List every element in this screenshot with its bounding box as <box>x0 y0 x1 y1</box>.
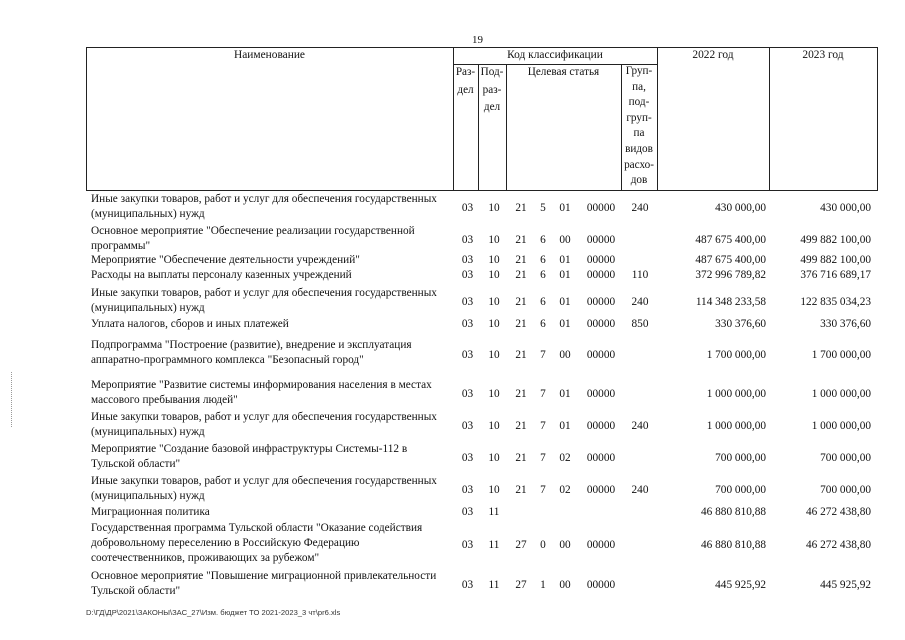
cell-vr: 240 <box>631 296 649 308</box>
header-subsection-line: Под- <box>480 66 504 78</box>
file-path-footer: D:\ГД\ДР\2021\ЗАКОНЫ\ЗАС_27\Изм. бюджет ТО 2021-2023_3 чт\pr6.xls <box>86 608 341 617</box>
table-row <box>0 338 905 370</box>
row-name: Миграционная политика <box>91 506 210 518</box>
cell-t3: 01 <box>559 269 571 281</box>
header-group-line: под- <box>628 96 650 109</box>
cell-t1: 21 <box>515 484 527 496</box>
cell-rz: 03 <box>461 388 474 400</box>
cell-v22: 114 348 233,58 <box>695 296 766 308</box>
cell-t1: 27 <box>515 539 527 551</box>
cell-v23: 700 000,00 <box>820 484 871 496</box>
cell-v22: 487 675 400,00 <box>695 234 766 246</box>
cell-t1: 21 <box>515 318 527 330</box>
cell-vr: 240 <box>631 202 649 214</box>
row-name: Расходы на выплаты персоналу казенных учреждений <box>91 269 352 281</box>
cell-t2: 6 <box>540 234 546 246</box>
header-group-line: груп- <box>626 111 652 124</box>
cell-v23: 122 835 034,23 <box>800 296 871 308</box>
cell-vr: 850 <box>631 318 649 330</box>
cell-t1: 21 <box>515 296 527 308</box>
cell-pr: 11 <box>488 579 500 591</box>
cell-t3: 01 <box>559 202 571 214</box>
cell-rz: 03 <box>461 254 474 266</box>
cell-t2: 1 <box>540 579 546 591</box>
cell-t2: 7 <box>540 388 546 400</box>
cell-t2: 6 <box>540 254 546 266</box>
cell-t1: 21 <box>515 349 527 361</box>
cell-t4: 00000 <box>586 388 616 400</box>
row-name: Мероприятие "Развитие системы информирования населения в местах массового пребывания людей" <box>91 379 432 406</box>
cell-t2: 6 <box>540 296 546 308</box>
cell-v23: 376 716 689,17 <box>800 269 871 281</box>
header-group-line: видов <box>625 142 653 155</box>
cell-t4: 00000 <box>586 269 616 281</box>
cell-t1: 21 <box>515 234 527 246</box>
cell-t4: 00000 <box>586 296 616 308</box>
cell-pr: 10 <box>488 420 500 432</box>
header-group-line: па <box>633 127 645 140</box>
cell-t1: 21 <box>515 388 527 400</box>
cell-rz: 03 <box>461 296 474 308</box>
cell-vr: 110 <box>631 269 649 281</box>
cell-t1: 21 <box>515 452 527 464</box>
table-row <box>0 410 905 440</box>
cell-rz: 03 <box>461 269 474 281</box>
cell-t4: 00000 <box>586 484 616 496</box>
cell-rz: 03 <box>461 506 474 518</box>
table-row <box>0 442 905 472</box>
cell-v23: 700 000,00 <box>820 452 871 464</box>
cell-rz: 03 <box>461 484 474 496</box>
cell-t3: 00 <box>559 539 571 551</box>
cell-t3: 01 <box>559 296 571 308</box>
cell-pr: 10 <box>488 269 500 281</box>
cell-v23: 499 882 100,00 <box>800 234 871 246</box>
row-name: Подпрограмма "Построение (развитие), внедрение и эксплуатация аппаратно-программного комплекса "Безопасный город" <box>91 339 412 366</box>
cell-t3: 01 <box>559 254 571 266</box>
cell-pr: 10 <box>488 202 500 214</box>
table-row <box>0 505 905 520</box>
table-row <box>0 378 905 408</box>
cell-rz: 03 <box>461 579 474 591</box>
cell-pr: 10 <box>488 452 500 464</box>
table-row <box>0 192 905 222</box>
table-row <box>0 286 905 316</box>
table-row <box>0 253 905 268</box>
cell-t2: 7 <box>540 349 546 361</box>
table-row <box>0 317 905 332</box>
header-section-line: дел <box>457 83 474 96</box>
cell-t4: 00000 <box>586 202 616 214</box>
cell-t2: 0 <box>540 539 546 551</box>
cell-t4: 00000 <box>586 254 616 266</box>
header-subsection-line: дел <box>483 101 501 113</box>
cell-pr: 10 <box>488 388 500 400</box>
row-name: Иные закупки товаров, работ и услуг для обеспечения государственных (муниципальных) нужд <box>91 475 437 502</box>
cell-t4: 00000 <box>586 349 616 361</box>
header-2023: 2023 год <box>802 49 844 61</box>
cell-v23: 1 000 000,00 <box>811 388 871 400</box>
cell-v22: 700 000,00 <box>715 484 766 496</box>
table-row <box>0 521 905 567</box>
row-name: Мероприятие "Создание базовой инфраструктуры Системы-112 в Тульской области" <box>91 443 408 470</box>
header-section-line: Раз- <box>455 66 476 78</box>
cell-t2: 5 <box>540 202 546 214</box>
header-group-line: расхо- <box>624 158 654 171</box>
cell-rz: 03 <box>461 318 474 330</box>
margin-dots <box>11 372 14 427</box>
cell-v22: 1 700 000,00 <box>706 349 766 361</box>
cell-rz: 03 <box>461 349 474 361</box>
table-row <box>0 268 905 283</box>
cell-t3: 00 <box>559 579 571 591</box>
cell-t1: 21 <box>515 269 527 281</box>
cell-v23: 330 376,60 <box>820 318 871 330</box>
header-2022: 2022 год <box>692 49 734 61</box>
cell-t4: 00000 <box>586 452 616 464</box>
cell-v22: 1 000 000,00 <box>706 388 766 400</box>
cell-rz: 03 <box>461 452 474 464</box>
row-name: Государственная программа Тульской области "Оказание содействия добровольному переселению в Российскую Федерацию соотечественников, проживающих за рубежом" <box>91 522 423 564</box>
cell-v22: 1 000 000,00 <box>706 420 766 432</box>
header-group-line: дов <box>630 174 648 187</box>
cell-pr: 10 <box>488 296 500 308</box>
row-name: Основное мероприятие "Повышение миграционной привлекательности Тульской области" <box>91 570 437 597</box>
cell-v23: 499 882 100,00 <box>800 254 871 266</box>
header-subsection-line: раз- <box>482 83 502 96</box>
cell-rz: 03 <box>461 539 474 551</box>
cell-v23: 445 925,92 <box>820 579 871 591</box>
row-name: Мероприятие "Обеспечение деятельности учреждений" <box>91 254 360 266</box>
table-row <box>0 569 905 599</box>
cell-t3: 01 <box>559 388 571 400</box>
cell-rz: 03 <box>461 234 474 246</box>
cell-t4: 00000 <box>586 318 616 330</box>
cell-v22: 430 000,00 <box>715 202 766 214</box>
header-target: Целевая статья <box>527 66 600 78</box>
cell-pr: 11 <box>488 506 500 518</box>
header-name: Наименование <box>234 49 305 61</box>
row-name: Иные закупки товаров, работ и услуг для обеспечения государственных (муниципальных) нужд <box>91 411 437 438</box>
cell-v22: 372 996 789,82 <box>695 269 766 281</box>
cell-v23: 1 700 000,00 <box>811 349 871 361</box>
cell-t2: 7 <box>540 484 546 496</box>
table-row <box>0 474 905 504</box>
page-number: 19 <box>472 34 483 46</box>
cell-t1: 27 <box>515 579 527 591</box>
cell-v22: 487 675 400,00 <box>695 254 766 266</box>
cell-t3: 02 <box>559 484 571 496</box>
cell-pr: 10 <box>488 254 500 266</box>
cell-t3: 01 <box>559 420 571 432</box>
cell-pr: 10 <box>488 484 500 496</box>
cell-t3: 00 <box>559 349 571 361</box>
cell-t3: 02 <box>559 452 571 464</box>
cell-v22: 46 880 810,88 <box>701 506 766 518</box>
row-name: Иные закупки товаров, работ и услуг для обеспечения государственных (муниципальных) нужд <box>91 287 437 314</box>
cell-pr: 11 <box>488 539 500 551</box>
header-group-line: па, <box>632 80 646 93</box>
cell-t2: 6 <box>540 318 546 330</box>
row-name: Основное мероприятие "Обеспечение реализации государственной программы" <box>91 225 415 252</box>
cell-t2: 7 <box>540 452 546 464</box>
cell-t2: 6 <box>540 269 546 281</box>
cell-pr: 10 <box>488 318 500 330</box>
cell-v23: 1 000 000,00 <box>811 420 871 432</box>
cell-t1: 21 <box>515 202 527 214</box>
cell-vr: 240 <box>631 420 649 432</box>
cell-v22: 330 376,60 <box>715 318 766 330</box>
cell-pr: 10 <box>488 234 500 246</box>
cell-t3: 01 <box>559 318 571 330</box>
cell-t1: 21 <box>515 420 527 432</box>
row-name: Иные закупки товаров, работ и услуг для обеспечения государственных (муниципальных) нужд <box>91 193 437 220</box>
cell-t3: 00 <box>559 234 571 246</box>
cell-v22: 445 925,92 <box>715 579 766 591</box>
cell-rz: 03 <box>461 202 474 214</box>
cell-rz: 03 <box>461 420 474 432</box>
cell-t4: 00000 <box>586 420 616 432</box>
cell-pr: 10 <box>488 349 500 361</box>
cell-v23: 430 000,00 <box>820 202 871 214</box>
header-code: Код классификации <box>507 49 603 61</box>
cell-v23: 46 272 438,80 <box>806 506 871 518</box>
cell-t1: 21 <box>515 254 527 266</box>
cell-t4: 00000 <box>586 234 616 246</box>
cell-t2: 7 <box>540 420 546 432</box>
cell-v23: 46 272 438,80 <box>806 539 871 551</box>
cell-t4: 00000 <box>586 579 616 591</box>
cell-v22: 700 000,00 <box>715 452 766 464</box>
cell-vr: 240 <box>631 484 649 496</box>
table-row <box>0 224 905 254</box>
cell-v22: 46 880 810,88 <box>701 539 766 551</box>
cell-t4: 00000 <box>586 539 616 551</box>
header-group-line: Груп- <box>625 65 653 77</box>
row-name: Уплата налогов, сборов и иных платежей <box>91 318 289 330</box>
